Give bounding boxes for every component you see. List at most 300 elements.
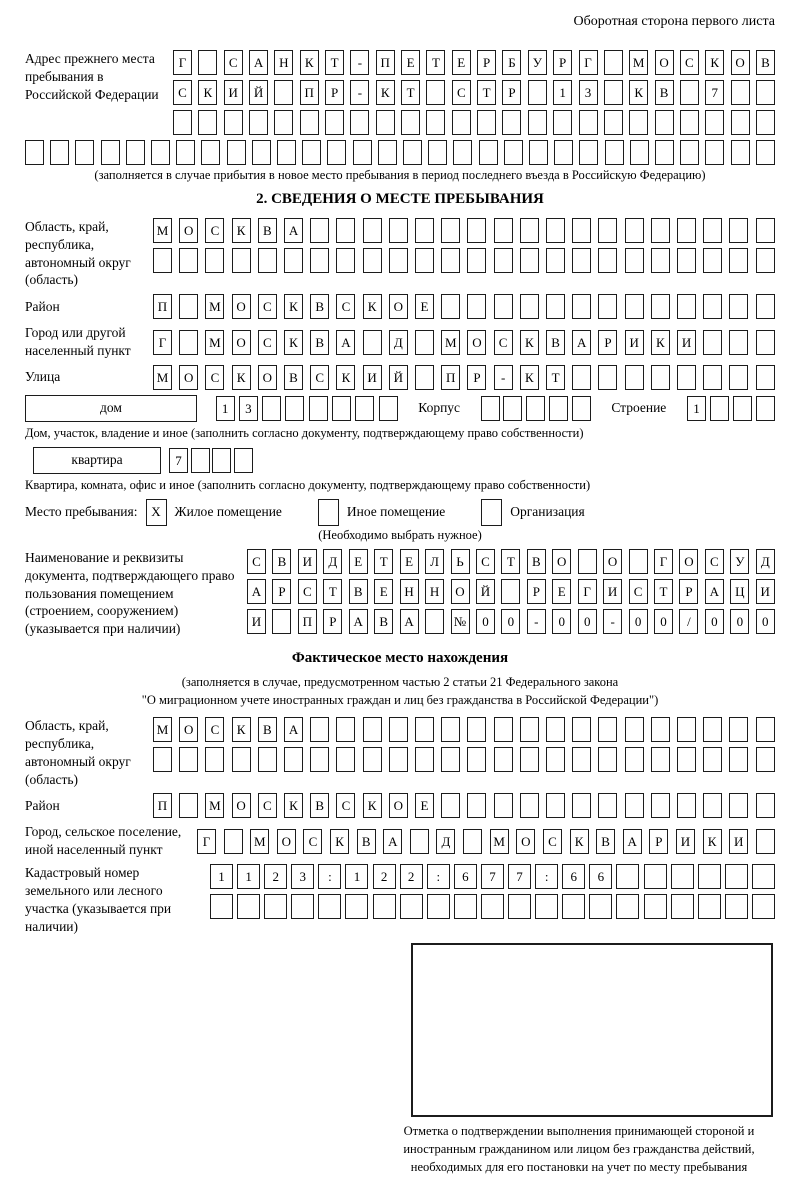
char-box[interactable]	[703, 248, 722, 273]
char-box[interactable]: О	[179, 717, 198, 742]
char-box[interactable]: -	[494, 365, 513, 390]
char-box[interactable]	[578, 549, 597, 574]
char-box[interactable]	[546, 747, 565, 772]
char-box[interactable]: К	[363, 294, 382, 319]
char-box[interactable]	[336, 218, 355, 243]
char-box[interactable]: Е	[415, 793, 434, 818]
char-box[interactable]	[528, 80, 547, 105]
char-box[interactable]	[376, 110, 395, 135]
char-box[interactable]: С	[303, 829, 322, 854]
char-box[interactable]	[520, 218, 539, 243]
char-box[interactable]	[502, 110, 521, 135]
char-box[interactable]	[680, 110, 699, 135]
char-box[interactable]: Р	[598, 330, 617, 355]
char-box[interactable]: О	[389, 793, 408, 818]
char-box[interactable]	[479, 140, 498, 165]
char-box[interactable]: К	[570, 829, 589, 854]
char-box[interactable]	[454, 894, 477, 919]
char-box[interactable]	[179, 330, 198, 355]
char-box[interactable]	[651, 793, 670, 818]
char-box[interactable]	[151, 140, 170, 165]
char-box[interactable]: Т	[477, 80, 496, 105]
char-box[interactable]	[232, 248, 251, 273]
char-box[interactable]: П	[153, 793, 172, 818]
char-box[interactable]	[680, 80, 699, 105]
char-box[interactable]	[274, 80, 293, 105]
char-box[interactable]: 7	[508, 864, 531, 889]
char-box[interactable]	[415, 717, 434, 742]
char-box[interactable]: С	[258, 294, 277, 319]
char-box[interactable]	[198, 110, 217, 135]
char-box[interactable]	[604, 80, 623, 105]
char-box[interactable]	[75, 140, 94, 165]
char-box[interactable]: Д	[323, 549, 342, 574]
house-widebox[interactable]: дом	[25, 395, 197, 422]
char-box[interactable]: А	[247, 579, 266, 604]
char-box[interactable]	[756, 747, 775, 772]
char-box[interactable]: К	[232, 717, 251, 742]
char-box[interactable]	[373, 894, 396, 919]
char-box[interactable]: О	[467, 330, 486, 355]
char-box[interactable]: С	[258, 793, 277, 818]
char-box[interactable]: О	[179, 218, 198, 243]
char-box[interactable]	[467, 218, 486, 243]
char-box[interactable]: А	[284, 717, 303, 742]
char-box[interactable]	[572, 747, 591, 772]
char-box[interactable]	[272, 609, 291, 634]
char-box[interactable]	[389, 717, 408, 742]
char-box[interactable]	[572, 365, 591, 390]
char-box[interactable]	[427, 894, 450, 919]
char-box[interactable]: К	[284, 294, 303, 319]
char-box[interactable]: -	[527, 609, 546, 634]
char-box[interactable]	[756, 110, 775, 135]
char-box[interactable]: Г	[153, 330, 172, 355]
char-box[interactable]	[389, 248, 408, 273]
char-box[interactable]: О	[389, 294, 408, 319]
char-box[interactable]	[756, 294, 775, 319]
char-box[interactable]: В	[310, 294, 329, 319]
char-box[interactable]	[415, 365, 434, 390]
char-box[interactable]: Т	[501, 549, 520, 574]
char-box[interactable]: И	[625, 330, 644, 355]
char-box[interactable]: Н	[400, 579, 419, 604]
char-box[interactable]	[528, 110, 547, 135]
char-box[interactable]	[729, 248, 748, 273]
char-box[interactable]: П	[153, 294, 172, 319]
char-box[interactable]: Т	[546, 365, 565, 390]
char-box[interactable]	[598, 717, 617, 742]
char-box[interactable]: 3	[579, 80, 598, 105]
char-box[interactable]	[710, 396, 729, 421]
char-box[interactable]: О	[679, 549, 698, 574]
char-box[interactable]: Р	[502, 80, 521, 105]
char-box[interactable]: П	[441, 365, 460, 390]
char-box[interactable]	[201, 140, 220, 165]
char-box[interactable]	[494, 294, 513, 319]
char-box[interactable]: К	[284, 330, 303, 355]
char-box[interactable]: Г	[578, 579, 597, 604]
char-box[interactable]	[363, 717, 382, 742]
char-box[interactable]	[258, 747, 277, 772]
char-box[interactable]: Р	[553, 50, 572, 75]
char-box[interactable]	[729, 717, 748, 742]
char-box[interactable]	[677, 248, 696, 273]
char-box[interactable]	[625, 294, 644, 319]
char-box[interactable]	[389, 747, 408, 772]
char-box[interactable]	[452, 110, 471, 135]
char-box[interactable]: К	[198, 80, 217, 105]
char-box[interactable]: А	[400, 609, 419, 634]
char-box[interactable]: С	[258, 330, 277, 355]
char-box[interactable]: О	[731, 50, 750, 75]
char-box[interactable]	[554, 140, 573, 165]
char-box[interactable]	[546, 717, 565, 742]
char-box[interactable]	[336, 248, 355, 273]
char-box[interactable]: М	[629, 50, 648, 75]
char-box[interactable]: М	[441, 330, 460, 355]
char-box[interactable]: Й	[249, 80, 268, 105]
char-box[interactable]: А	[249, 50, 268, 75]
char-box[interactable]	[284, 747, 303, 772]
char-box[interactable]	[562, 894, 585, 919]
char-box[interactable]	[179, 294, 198, 319]
char-box[interactable]: Е	[452, 50, 471, 75]
char-box[interactable]	[212, 448, 231, 473]
char-box[interactable]: И	[247, 609, 266, 634]
char-box[interactable]: К	[336, 365, 355, 390]
char-box[interactable]	[520, 747, 539, 772]
char-box[interactable]	[604, 110, 623, 135]
char-box[interactable]	[625, 717, 644, 742]
char-box[interactable]: М	[205, 294, 224, 319]
char-box[interactable]	[25, 140, 44, 165]
char-box[interactable]	[504, 140, 523, 165]
char-box[interactable]	[415, 218, 434, 243]
char-box[interactable]	[300, 110, 319, 135]
char-box[interactable]	[756, 829, 775, 854]
char-box[interactable]	[677, 793, 696, 818]
char-box[interactable]: Е	[400, 549, 419, 574]
char-box[interactable]	[310, 717, 329, 742]
char-box[interactable]	[345, 894, 368, 919]
char-box[interactable]	[403, 140, 422, 165]
char-box[interactable]: Ц	[730, 579, 749, 604]
char-box[interactable]	[604, 50, 623, 75]
char-box[interactable]	[651, 747, 670, 772]
char-box[interactable]	[729, 747, 748, 772]
char-box[interactable]	[651, 248, 670, 273]
char-box[interactable]	[179, 793, 198, 818]
char-box[interactable]	[598, 248, 617, 273]
char-box[interactable]	[481, 396, 500, 421]
char-box[interactable]	[644, 864, 667, 889]
char-box[interactable]	[625, 747, 644, 772]
char-box[interactable]	[441, 294, 460, 319]
char-box[interactable]: 6	[589, 864, 612, 889]
char-box[interactable]: К	[520, 330, 539, 355]
char-box[interactable]	[426, 80, 445, 105]
char-box[interactable]	[651, 717, 670, 742]
char-box[interactable]	[508, 894, 531, 919]
char-box[interactable]	[378, 140, 397, 165]
char-box[interactable]	[520, 248, 539, 273]
char-box[interactable]: К	[629, 80, 648, 105]
char-box[interactable]: О	[603, 549, 622, 574]
char-box[interactable]: :	[427, 864, 450, 889]
char-box[interactable]: Д	[389, 330, 408, 355]
char-box[interactable]: 2	[400, 864, 423, 889]
char-box[interactable]	[494, 747, 513, 772]
char-box[interactable]: М	[205, 793, 224, 818]
char-box[interactable]	[756, 80, 775, 105]
char-box[interactable]	[756, 330, 775, 355]
char-box[interactable]	[205, 248, 224, 273]
char-box[interactable]	[731, 140, 750, 165]
char-box[interactable]: О	[258, 365, 277, 390]
char-box[interactable]: Р	[477, 50, 496, 75]
char-box[interactable]: 6	[454, 864, 477, 889]
char-box[interactable]	[731, 110, 750, 135]
char-box[interactable]	[503, 396, 522, 421]
char-box[interactable]: И	[603, 579, 622, 604]
char-box[interactable]	[677, 717, 696, 742]
char-box[interactable]: Р	[679, 579, 698, 604]
char-box[interactable]: С	[205, 365, 224, 390]
char-box[interactable]	[467, 294, 486, 319]
char-box[interactable]	[546, 248, 565, 273]
char-box[interactable]	[410, 829, 429, 854]
char-box[interactable]: П	[300, 80, 319, 105]
char-box[interactable]: О	[179, 365, 198, 390]
char-box[interactable]: С	[205, 218, 224, 243]
char-box[interactable]	[379, 396, 398, 421]
char-box[interactable]: Р	[467, 365, 486, 390]
char-box[interactable]	[655, 140, 674, 165]
char-box[interactable]	[415, 747, 434, 772]
char-box[interactable]	[318, 894, 341, 919]
char-box[interactable]	[677, 218, 696, 243]
char-box[interactable]: Ь	[451, 549, 470, 574]
char-box[interactable]	[224, 829, 243, 854]
char-box[interactable]	[284, 248, 303, 273]
char-box[interactable]: -	[350, 80, 369, 105]
char-box[interactable]: П	[298, 609, 317, 634]
char-box[interactable]	[441, 747, 460, 772]
char-box[interactable]	[274, 110, 293, 135]
char-box[interactable]	[651, 218, 670, 243]
char-box[interactable]: И	[224, 80, 243, 105]
char-box[interactable]	[572, 793, 591, 818]
char-box[interactable]: О	[232, 294, 251, 319]
char-box[interactable]	[327, 140, 346, 165]
char-box[interactable]	[729, 218, 748, 243]
char-box[interactable]	[579, 140, 598, 165]
char-box[interactable]: К	[330, 829, 349, 854]
char-box[interactable]: В	[310, 793, 329, 818]
char-box[interactable]: С	[452, 80, 471, 105]
char-box[interactable]: Р	[272, 579, 291, 604]
char-box[interactable]	[677, 294, 696, 319]
char-box[interactable]: 0	[654, 609, 673, 634]
char-box[interactable]: С	[173, 80, 192, 105]
char-box[interactable]: 3	[239, 396, 258, 421]
char-box[interactable]	[572, 717, 591, 742]
char-box[interactable]	[671, 864, 694, 889]
char-box[interactable]: 1	[345, 864, 368, 889]
char-box[interactable]	[671, 894, 694, 919]
char-box[interactable]	[553, 110, 572, 135]
char-box[interactable]	[336, 747, 355, 772]
char-box[interactable]	[589, 894, 612, 919]
char-box[interactable]	[698, 864, 721, 889]
char-box[interactable]	[400, 894, 423, 919]
char-box[interactable]: Д	[436, 829, 455, 854]
char-box[interactable]: У	[528, 50, 547, 75]
char-box[interactable]: Е	[415, 294, 434, 319]
char-box[interactable]: -	[603, 609, 622, 634]
char-box[interactable]	[605, 140, 624, 165]
char-box[interactable]	[616, 894, 639, 919]
char-box[interactable]	[729, 793, 748, 818]
char-box[interactable]	[752, 864, 775, 889]
char-box[interactable]: В	[349, 579, 368, 604]
char-box[interactable]: К	[705, 50, 724, 75]
char-box[interactable]: В	[374, 609, 393, 634]
char-box[interactable]: О	[277, 829, 296, 854]
char-box[interactable]	[153, 248, 172, 273]
char-box[interactable]: М	[250, 829, 269, 854]
char-box[interactable]: О	[516, 829, 535, 854]
char-box[interactable]: И	[756, 579, 775, 604]
char-box[interactable]	[625, 365, 644, 390]
char-box[interactable]	[651, 365, 670, 390]
char-box[interactable]	[625, 218, 644, 243]
char-box[interactable]	[705, 110, 724, 135]
char-box[interactable]: С	[336, 793, 355, 818]
char-box[interactable]: Л	[425, 549, 444, 574]
char-box[interactable]	[234, 448, 253, 473]
char-box[interactable]: К	[520, 365, 539, 390]
char-box[interactable]	[415, 248, 434, 273]
char-box[interactable]	[733, 396, 752, 421]
char-box[interactable]: В	[284, 365, 303, 390]
char-box[interactable]: 2	[373, 864, 396, 889]
char-box[interactable]	[285, 396, 304, 421]
char-box[interactable]: С	[494, 330, 513, 355]
char-box[interactable]	[703, 218, 722, 243]
char-box[interactable]	[309, 396, 328, 421]
char-box[interactable]: 0	[501, 609, 520, 634]
char-box[interactable]	[426, 110, 445, 135]
char-box[interactable]	[191, 448, 210, 473]
char-box[interactable]	[572, 218, 591, 243]
char-box[interactable]: А	[705, 579, 724, 604]
char-box[interactable]: К	[703, 829, 722, 854]
char-box[interactable]	[441, 793, 460, 818]
char-box[interactable]: 7	[169, 448, 188, 473]
char-box[interactable]: О	[552, 549, 571, 574]
char-box[interactable]	[756, 793, 775, 818]
char-box[interactable]	[572, 396, 591, 421]
char-box[interactable]: 0	[730, 609, 749, 634]
char-box[interactable]	[50, 140, 69, 165]
char-box[interactable]	[198, 50, 217, 75]
char-box[interactable]	[501, 579, 520, 604]
char-box[interactable]: Е	[552, 579, 571, 604]
char-box[interactable]	[355, 396, 374, 421]
char-box[interactable]: Й	[476, 579, 495, 604]
char-box[interactable]: В	[258, 218, 277, 243]
char-box[interactable]	[703, 294, 722, 319]
char-box[interactable]: О	[232, 793, 251, 818]
char-box[interactable]: 1	[210, 864, 233, 889]
char-box[interactable]: Т	[426, 50, 445, 75]
char-box[interactable]: В	[527, 549, 546, 574]
char-box[interactable]: В	[655, 80, 674, 105]
char-box[interactable]	[264, 894, 287, 919]
char-box[interactable]	[494, 218, 513, 243]
char-box[interactable]	[651, 294, 670, 319]
char-box[interactable]	[467, 793, 486, 818]
char-box[interactable]	[655, 110, 674, 135]
char-box[interactable]	[731, 80, 750, 105]
char-box[interactable]: Т	[325, 50, 344, 75]
char-box[interactable]	[629, 110, 648, 135]
checkbox-organization[interactable]	[481, 499, 502, 526]
char-box[interactable]: О	[655, 50, 674, 75]
char-box[interactable]	[725, 894, 748, 919]
char-box[interactable]: С	[224, 50, 243, 75]
char-box[interactable]	[249, 110, 268, 135]
char-box[interactable]	[441, 717, 460, 742]
char-box[interactable]	[546, 218, 565, 243]
char-box[interactable]	[703, 793, 722, 818]
char-box[interactable]: К	[232, 218, 251, 243]
char-box[interactable]: 7	[705, 80, 724, 105]
char-box[interactable]: С	[680, 50, 699, 75]
char-box[interactable]	[520, 294, 539, 319]
char-box[interactable]	[126, 140, 145, 165]
char-box[interactable]	[363, 747, 382, 772]
char-box[interactable]: 0	[756, 609, 775, 634]
char-box[interactable]	[625, 248, 644, 273]
char-box[interactable]	[179, 747, 198, 772]
char-box[interactable]	[441, 218, 460, 243]
char-box[interactable]: К	[232, 365, 251, 390]
char-box[interactable]	[302, 140, 321, 165]
char-box[interactable]: 2	[264, 864, 287, 889]
char-box[interactable]: 6	[562, 864, 585, 889]
char-box[interactable]	[350, 110, 369, 135]
char-box[interactable]: П	[376, 50, 395, 75]
char-box[interactable]	[153, 747, 172, 772]
char-box[interactable]: К	[651, 330, 670, 355]
char-box[interactable]: Е	[401, 50, 420, 75]
char-box[interactable]: С	[298, 579, 317, 604]
char-box[interactable]	[332, 396, 351, 421]
char-box[interactable]	[481, 894, 504, 919]
char-box[interactable]: Р	[649, 829, 668, 854]
char-box[interactable]: Т	[323, 579, 342, 604]
char-box[interactable]	[494, 793, 513, 818]
char-box[interactable]	[630, 140, 649, 165]
char-box[interactable]: 7	[481, 864, 504, 889]
char-box[interactable]	[179, 248, 198, 273]
char-box[interactable]	[725, 864, 748, 889]
char-box[interactable]	[546, 294, 565, 319]
checkbox-other-premise[interactable]	[318, 499, 339, 526]
